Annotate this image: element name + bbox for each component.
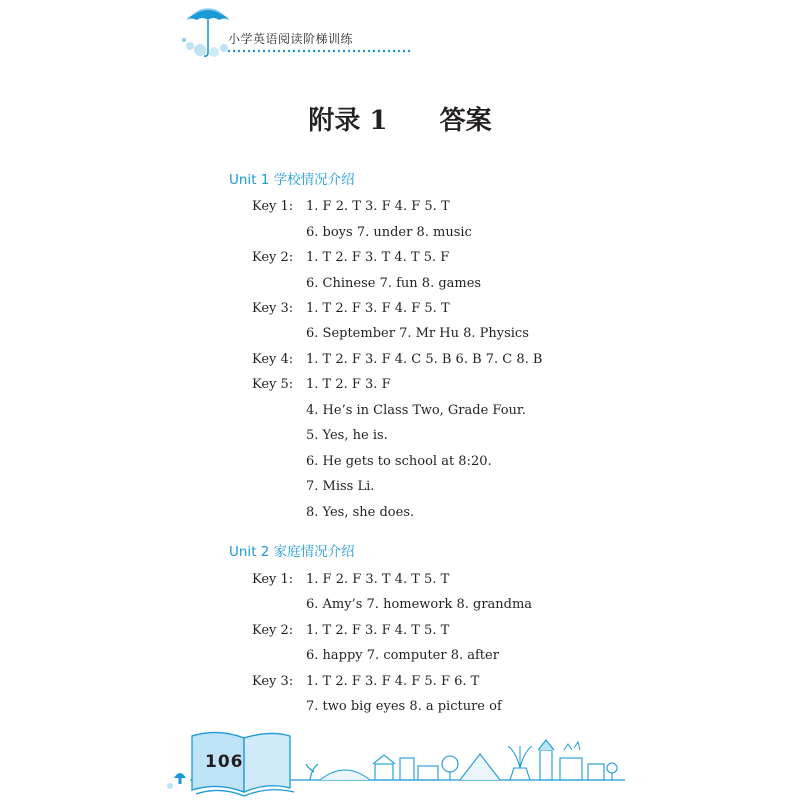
answer-row <box>0 199 800 219</box>
key-label: Key 4: <box>252 352 294 367</box>
key-label: Key 5: <box>252 377 294 392</box>
page-header <box>180 0 420 70</box>
answer-text: 1. F 2. F 3. T 4. T 5. T <box>306 572 450 587</box>
appendix-label: 附录 1 <box>308 106 388 136</box>
answer-text: 6. He gets to school at 8:20. <box>306 454 492 469</box>
key-label: Key 1: <box>252 199 294 214</box>
answer-row <box>0 505 800 525</box>
page-number: 106 <box>205 752 244 772</box>
key-label: Key 1: <box>252 572 294 587</box>
answer-text: 6. Amy’s 7. homework 8. grandma <box>306 597 533 612</box>
answer-row <box>0 572 800 592</box>
answer-text: 8. Yes, she does. <box>306 505 415 520</box>
answer-row <box>0 454 800 474</box>
answer-text: 1. T 2. F 3. F 4. F 5. T <box>306 301 450 316</box>
answer-row <box>0 326 800 346</box>
answer-text: 4. He’s in Class Two, Grade Four. <box>306 403 526 418</box>
answer-row <box>0 250 800 270</box>
answer-row <box>0 699 800 719</box>
answer-row <box>0 301 800 321</box>
answer-text: 7. Miss Li. <box>306 479 375 494</box>
key-label: Key 2: <box>252 250 294 265</box>
answer-row <box>0 623 800 643</box>
answer-row <box>0 276 800 296</box>
answer-row <box>0 403 800 423</box>
answer-row <box>0 428 800 448</box>
answer-text: 6. September 7. Mr Hu 8. Physics <box>306 326 529 341</box>
key-label: Key 3: <box>252 674 294 689</box>
answers-label: 答案 <box>439 106 492 136</box>
answer-row <box>0 352 800 372</box>
answer-text: 1. T 2. F 3. F 4. F 5. F 6. T <box>306 674 480 689</box>
answer-text: 1. T 2. F 3. F 4. C 5. B 6. B 7. C 8. B <box>306 352 543 367</box>
answer-text: 5. Yes, he is. <box>306 428 388 443</box>
answer-text: 1. F 2. T 3. F 4. F 5. T <box>306 199 450 214</box>
unit-title: Unit 1 学校情况介绍 <box>229 172 355 188</box>
answer-text: 1. T 2. F 3. T 4. T 5. F <box>306 250 450 265</box>
answer-text: 6. happy 7. computer 8. after <box>306 648 499 663</box>
answer-row <box>0 377 800 397</box>
key-label: Key 3: <box>252 301 294 316</box>
answer-text: 6. Chinese 7. fun 8. games <box>306 276 482 291</box>
answer-text: 6. boys 7. under 8. music <box>306 225 472 240</box>
answer-text: 7. two big eyes 8. a picture of <box>306 699 502 714</box>
answer-text: 1. T 2. F 3. F <box>306 377 391 392</box>
answer-row <box>0 648 800 668</box>
answer-row <box>0 674 800 694</box>
answer-text: 1. T 2. F 3. F 4. T 5. T <box>306 623 450 638</box>
unit-title: Unit 2 家庭情况介绍 <box>229 544 355 560</box>
answer-row <box>0 597 800 617</box>
answer-row <box>0 225 800 245</box>
key-label: Key 2: <box>252 623 294 638</box>
answer-row <box>0 479 800 499</box>
page-title <box>0 100 800 137</box>
series-title: 小学英语阅读阶梯训练 <box>228 32 354 46</box>
